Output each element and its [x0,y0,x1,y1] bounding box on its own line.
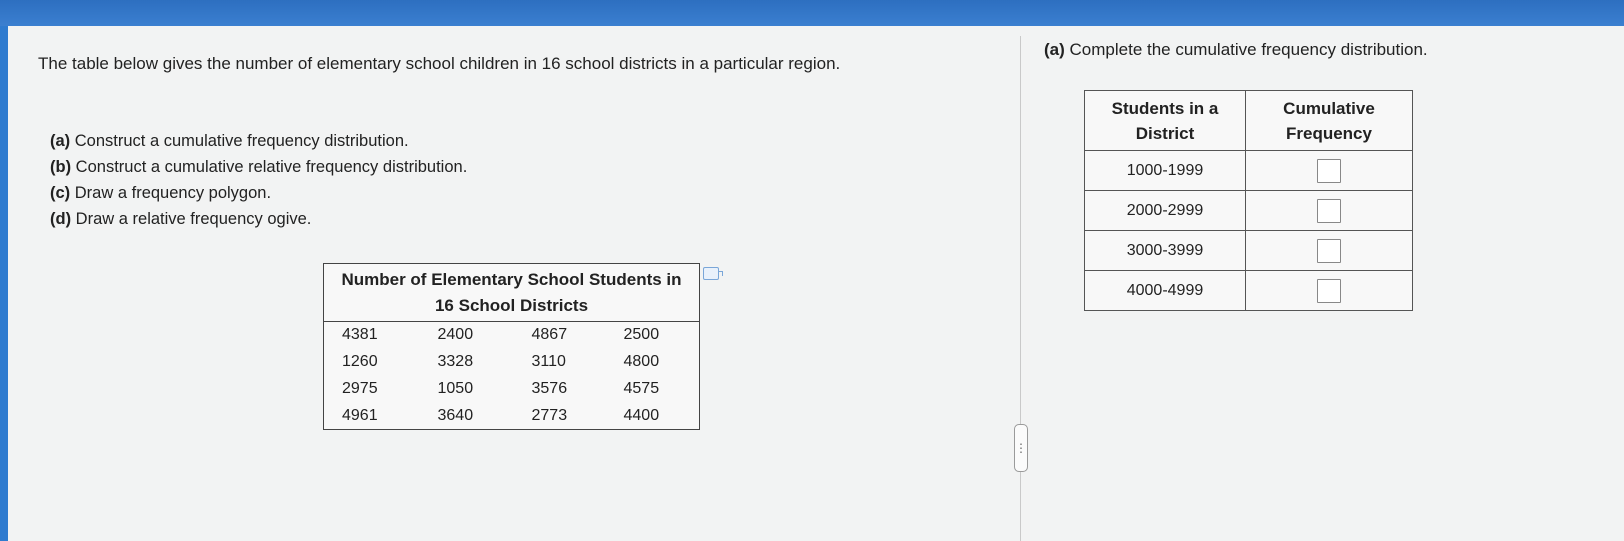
answer-part-label: (a) [1044,40,1065,59]
part-text: Draw a frequency polygon. [74,184,272,202]
district-data-table [323,263,700,430]
copy-data-icon[interactable] [703,267,719,280]
part-a [50,128,467,154]
table-cell: 2773 [531,406,568,424]
answer-cell [1246,271,1413,311]
answer-cell [1246,151,1413,191]
answer-cell [1246,191,1413,231]
part-label: (d) [50,210,72,228]
table-row [324,376,700,403]
answer-title [1044,36,1428,64]
part-d [50,206,467,232]
cumulative-frequency-input[interactable] [1317,239,1341,263]
answer-instruction: Complete the cumulative frequency distribution. [1069,40,1428,59]
top-bar [0,0,1624,26]
range-cell: 4000-4999 [1085,271,1246,311]
table-cell: 1260 [342,353,378,370]
table-row [1085,151,1413,191]
cumulative-frequency-input[interactable] [1317,199,1341,223]
table-row [324,322,700,349]
part-c [50,180,467,206]
table-cell: 4381 [342,326,378,344]
cumulative-frequency-input[interactable] [1317,159,1341,183]
table-cell: 1050 [437,380,474,397]
cumulative-frequency-input[interactable] [1317,279,1341,303]
table-row [324,349,700,376]
answer-cell [1246,231,1413,271]
part-label: (b) [50,158,72,176]
problem-parts [50,128,467,232]
part-b [50,154,467,180]
part-text: Construct a cumulative frequency distribution. [74,132,409,150]
table-cell: 3576 [531,380,568,397]
table-cell: 4400 [623,406,660,424]
table-cell: 3328 [437,353,474,370]
table-cell: 3110 [531,353,566,370]
table-row [1085,191,1413,231]
table-cell: 2500 [623,326,660,344]
table-cell: 4575 [623,380,660,397]
table-cell: 4800 [623,353,660,370]
header-cumulative-frequency: Cumulative Frequency [1246,91,1413,151]
range-cell: 1000-1999 [1085,151,1246,191]
table-cell: 4961 [342,406,378,424]
part-label: (c) [50,184,71,202]
drag-dots-icon: ⋮ [1015,441,1027,455]
range-cell: 2000-2999 [1085,191,1246,231]
part-label: (a) [50,132,71,150]
part-text: Construct a cumulative relative frequency distribution. [75,158,468,176]
table-row [1085,231,1413,271]
left-edge-bar [0,26,8,541]
table-cell: 2400 [437,326,474,344]
problem-intro: The table below gives the number of elementary school children in 16 school districts in a particular region. [38,54,841,73]
data-table-title: Number of Elementary School Students in 16 School Districts [324,264,700,322]
table-cell: 3640 [437,406,474,424]
range-cell: 3000-3999 [1085,231,1246,271]
part-text: Draw a relative frequency ogive. [75,210,312,228]
cumulative-frequency-table [1084,90,1413,311]
pane-resize-handle[interactable] [1014,424,1028,472]
table-cell: 2975 [342,380,378,397]
header-students-in-district: Students in a District [1085,91,1246,151]
table-cell: 4867 [531,326,568,344]
table-row [1085,271,1413,311]
table-row [324,403,700,430]
